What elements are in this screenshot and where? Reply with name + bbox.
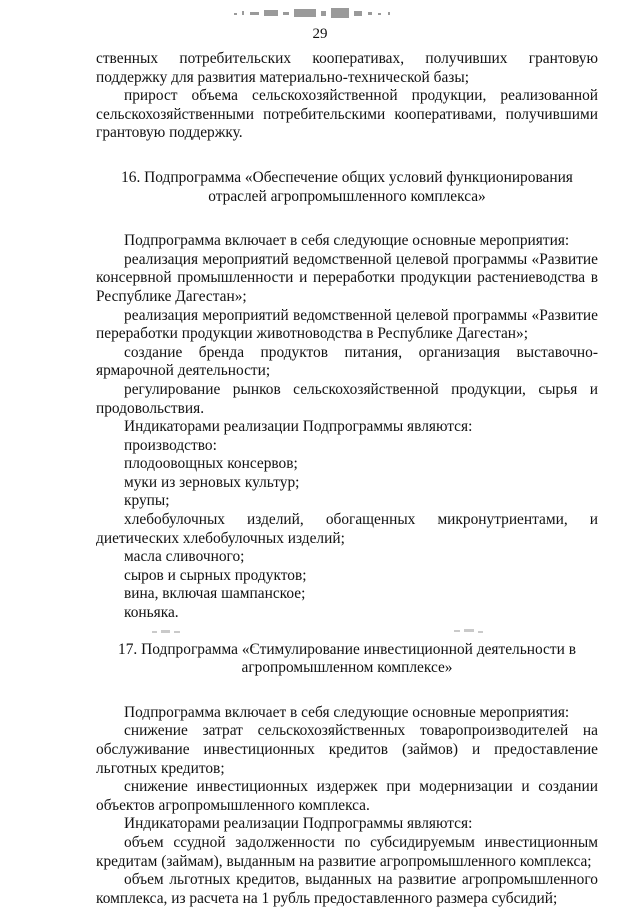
indicator-item: масла сливочного; <box>124 548 245 566</box>
indicator-item: крупы; <box>124 492 170 510</box>
paragraph: прирост объема сельскохозяйственной продукции, реализованной сельскохозяйственными потребительскими кооперативами, получившими грантовую поддержку. <box>96 87 598 142</box>
list-label: производство: <box>124 436 217 454</box>
indicator-item: коньяка. <box>124 604 179 622</box>
indicator-item: объем льготных кредитов, выданных на развитие агропромышленного комплекса, из расчета на 1 рубль предоставленного размера субсидий; <box>96 871 598 907</box>
section-heading: 16. Подпрограмма «Обеспечение общих условий функционирования отраслей агропромышленного комплекса» <box>121 168 573 205</box>
paragraph: Индикаторами реализации Подпрограммы являются: <box>124 418 473 436</box>
indicator-item: сыров и сырных продуктов; <box>124 566 307 584</box>
section-heading: 17. Подпрограмма «Стимулирование инвестиционной деятельности в агропромышленном комплексе» <box>118 640 576 677</box>
scan-noise <box>250 644 390 650</box>
scan-noise <box>150 628 190 636</box>
paragraph: Подпрограмма включает в себя следующие основные мероприятия: <box>124 232 570 250</box>
paragraph: Индикаторами реализации Подпрограммы являются: <box>124 815 473 833</box>
paragraph: Подпрограмма включает в себя следующие основные мероприятия: <box>124 703 570 721</box>
indicator-item: объем ссудной задолженности по субсидируемым инвестиционным кредитам (займам), выданным на развитие агропромышленного комплекса; <box>96 833 598 870</box>
indicator-item: муки из зерновых культур; <box>124 473 300 491</box>
scan-noise-header <box>228 6 418 22</box>
indicator-item: вина, включая шампанское; <box>124 585 306 603</box>
scan-noise <box>452 626 488 636</box>
page-number: 29 <box>312 26 328 42</box>
measure-item: снижение инвестиционных издержек при модернизации и создании объектов агропромышленного комплекса. <box>96 778 598 814</box>
measure-item: регулирование рынков сельскохозяйственной продукции, сырья и продовольствия. <box>96 380 598 417</box>
measure-item: снижение затрат сельскохозяйственных товаропроизводителей на обслуживание инвестиционных кредитов (займов) и предоставление льготных кредитов; <box>96 722 598 777</box>
indicator-item: хлебобулочных изделий, обогащенных микронутриентами, и диетических хлебобулочных изделий; <box>96 511 598 547</box>
measure-item: реализация мероприятий ведомственной целевой программы «Развитие консервной промышленности и переработки продукции растениеводства в Республике Дагестан»; <box>96 250 598 305</box>
measure-item: создание бренда продуктов питания, организация выставочно-ярмарочной деятельности; <box>96 343 598 380</box>
indicator-item: плодоовощных консервов; <box>124 455 298 473</box>
measure-item: реализация мероприятий ведомственной целевой программы «Развитие переработки продукции животноводства в Республике Дагестан»; <box>96 306 598 343</box>
document-body <box>96 50 598 908</box>
paragraph: ственных потребительских кооперативах, получивших грантовую поддержку для развития материально-технической базы; <box>96 50 598 86</box>
